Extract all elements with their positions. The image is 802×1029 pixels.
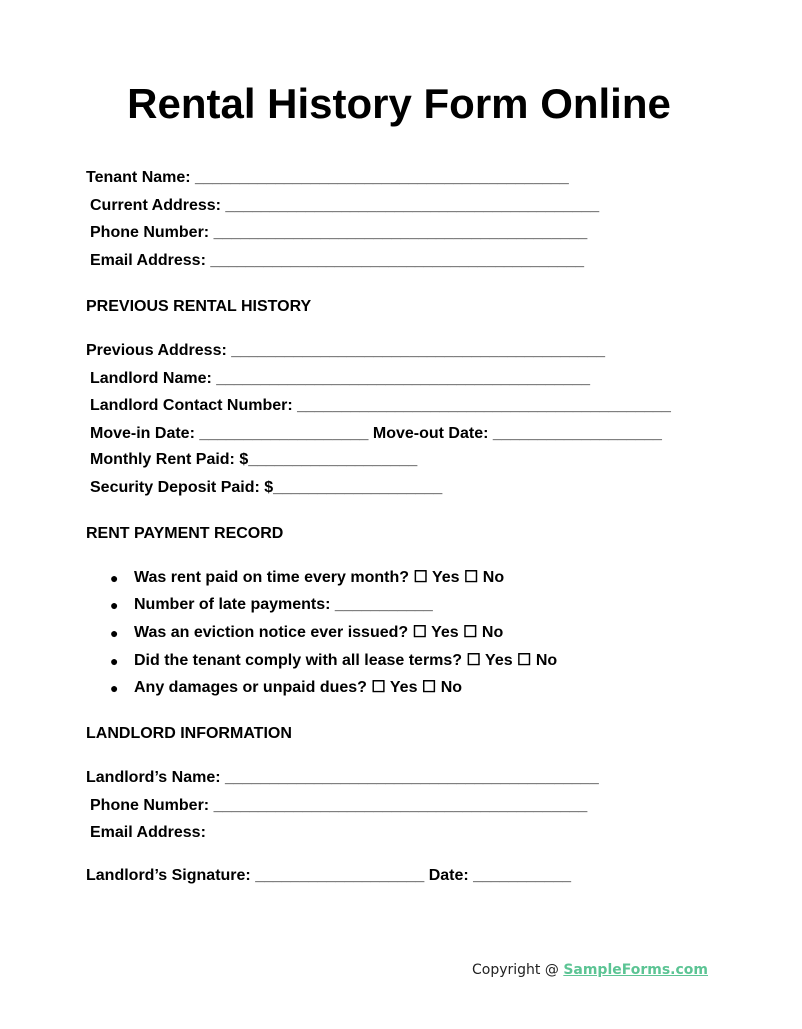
bullet-icon: ● — [110, 597, 119, 613]
bullet-icon: ● — [110, 653, 119, 669]
payment-item[interactable]: Was rent paid on time every month? ☐ Yes ☐ No — [134, 569, 505, 586]
phone-number-field[interactable]: Phone Number: __________________________________________ — [90, 224, 588, 241]
bullet-icon: ● — [110, 570, 119, 586]
landlord-contact-field[interactable]: Landlord Contact Number: __________________________________________ — [90, 397, 671, 414]
copyright-text: Copyright @ — [472, 962, 564, 978]
current-address-field[interactable]: Current Address: __________________________________________ — [90, 197, 600, 214]
payment-item[interactable]: Was an eviction notice ever issued? ☐ Yes ☐ No — [134, 624, 504, 641]
monthly-rent-field[interactable]: Monthly Rent Paid: $___________________ — [90, 451, 418, 468]
payment-item[interactable]: Did the tenant comply with all lease terms? ☐ Yes ☐ No — [134, 652, 558, 669]
section-heading-payment: RENT PAYMENT RECORD — [86, 525, 284, 542]
signature-date-field[interactable]: Landlord’s Signature: ___________________ Date: ___________ — [86, 867, 572, 884]
tenant-name-field[interactable]: Tenant Name: __________________________________________ — [86, 169, 569, 186]
payment-item[interactable]: Number of late payments: ___________ — [134, 596, 433, 613]
section-heading-previous: PREVIOUS RENTAL HISTORY — [86, 298, 312, 315]
payment-item[interactable]: Any damages or unpaid dues? ☐ Yes ☐ No — [134, 679, 463, 696]
email-address-field[interactable]: Email Address: __________________________________________ — [90, 252, 585, 269]
move-dates-field[interactable]: Move-in Date: ___________________ Move-out Date: ___________________ — [90, 425, 662, 442]
section-heading-landlord: LANDLORD INFORMATION — [86, 725, 292, 742]
landlord-email-field[interactable]: Email Address: — [90, 824, 206, 841]
landlord-name-field[interactable]: Landlord Name: __________________________________________ — [90, 370, 590, 387]
copyright-footer — [472, 962, 708, 978]
sampleforms-link[interactable]: SampleForms.com — [563, 962, 709, 978]
bullet-icon: ● — [110, 680, 119, 696]
landlord-phone-field[interactable]: Phone Number: __________________________________________ — [90, 797, 588, 814]
security-deposit-field[interactable]: Security Deposit Paid: $___________________ — [90, 479, 443, 496]
bullet-icon: ● — [110, 625, 119, 641]
page-title: Rental History Form Online — [127, 80, 671, 127]
previous-address-field[interactable]: Previous Address: __________________________________________ — [86, 342, 605, 359]
landlords-name-field[interactable]: Landlord’s Name: __________________________________________ — [86, 769, 599, 786]
